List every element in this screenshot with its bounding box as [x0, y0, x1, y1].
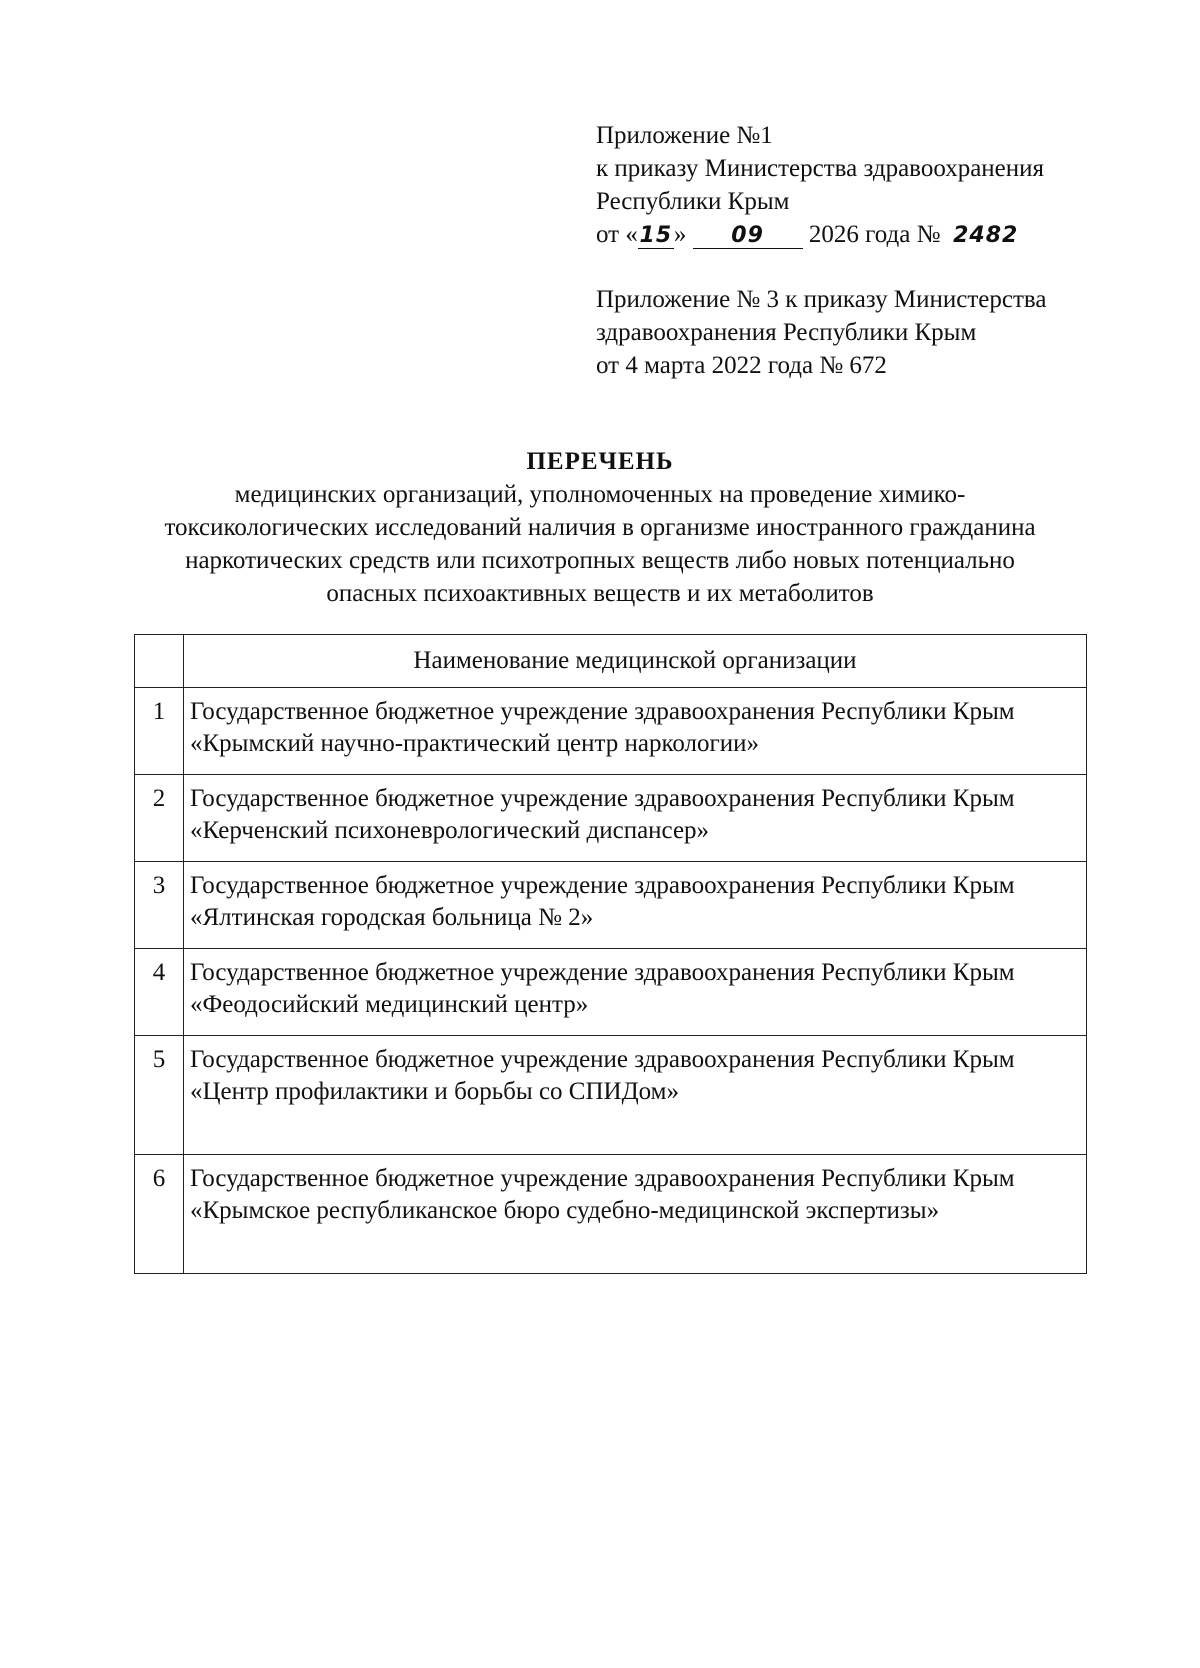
date-prefix: от « — [596, 221, 638, 248]
organization-name-line-1: Государственное бюджетное учреждение здравоохранения Республики Крым — [190, 1046, 1015, 1073]
annex-3-title: Приложение № 3 к приказу Министерства — [596, 286, 1047, 313]
table-header-row — [135, 635, 1087, 688]
organization-name: Государственное бюджетное учреждение здравоохранения Республики Крым «Ялтинская городская больница № 2» — [184, 862, 1087, 949]
table-row — [135, 1036, 1087, 1155]
date-quote-close: » — [673, 221, 687, 248]
row-number: 2 — [135, 775, 184, 862]
organization-name: Государственное бюджетное учреждение здравоохранения Республики Крым «Крымский научно-практический центр наркологии» — [184, 688, 1087, 775]
row-number: 5 — [135, 1036, 184, 1155]
annex-3-date-line: от 4 марта 2022 года № 672 — [596, 352, 887, 379]
table-row — [135, 775, 1087, 862]
annex-1-republic-line: Республики Крым — [596, 188, 790, 215]
row-number: 6 — [135, 1155, 184, 1274]
organizations-table — [134, 634, 1087, 1274]
table-row — [135, 949, 1087, 1036]
row-number: 1 — [135, 688, 184, 775]
date-day-handwritten: 15 — [639, 223, 673, 248]
row-number: 4 — [135, 949, 184, 1036]
annex-1-date-line — [596, 218, 1044, 251]
organization-name-line-2: «Центр профилактики и борьбы со СПИДом» — [190, 1078, 679, 1105]
annex-1-header — [596, 119, 1044, 251]
annex-1-title: Приложение №1 — [596, 122, 773, 149]
organization-name: Государственное бюджетное учреждение здравоохранения Республики Крым «Феодосийский медицинский центр» — [184, 949, 1087, 1036]
organization-name: Государственное бюджетное учреждение здравоохранения Республики Крым «Крымское республиканское бюро судебно-медицинской экспертизы» — [184, 1155, 1087, 1274]
document-heading: ПЕРЕЧЕНЬ — [526, 448, 674, 475]
date-month-handwritten: 09 — [693, 224, 803, 249]
table-row — [135, 688, 1087, 775]
organization-name: Государственное бюджетное учреждение здравоохранения Республики Крым «Керченский психоневрологический диспансер» — [184, 775, 1087, 862]
row-number: 3 — [135, 862, 184, 949]
order-number-handwritten: 2482 — [953, 223, 1019, 248]
document-title-block — [120, 445, 1080, 610]
annex-3-ministry-line: здравоохранения Республики Крым — [596, 319, 977, 346]
annex-3-header — [596, 283, 1046, 382]
table-row — [135, 1155, 1087, 1274]
organization-name — [184, 1036, 1087, 1155]
header-name-cell: Наименование медицинской организации — [184, 635, 1087, 688]
date-year-label: 2026 года № — [808, 221, 941, 248]
header-number-cell — [135, 635, 184, 688]
table-row — [135, 862, 1087, 949]
document-subtitle: медицинских организаций, уполномоченных на проведение химико-токсикологических исследований наличия в организме иностранного гражданина наркотических средств или психотропных веществ либо новых потенциально опасных психоактивных веществ и их метаболитов — [164, 481, 1036, 607]
annex-1-order-line: к приказу Министерства здравоохранения — [596, 155, 1045, 182]
